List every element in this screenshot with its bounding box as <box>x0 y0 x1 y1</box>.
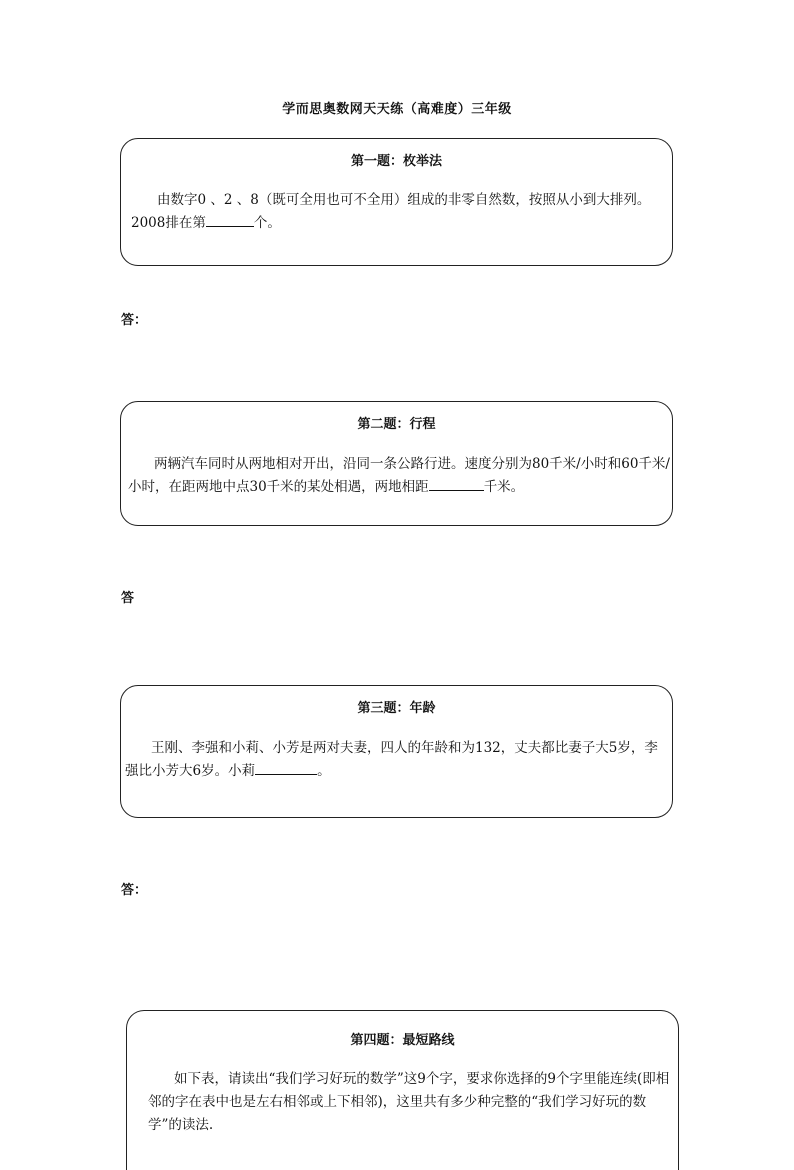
question-2-answer-blank[interactable] <box>429 476 484 491</box>
question-3-text-before: 王刚、李强和小莉、小芳是两对夫妻，四人的年龄和为132，丈夫都比妻子大5岁，李强比小芳大6岁。小莉 <box>125 740 658 779</box>
question-4-title: 第四题：最短路线 <box>350 1033 455 1048</box>
question-4-text: 如下表，请读出“我们学习好玩的数学”这9个字，要求你选择的9个字里能连续(即相邻的字在表中也是左右相邻或上下相邻)，这里共有多少种完整的“我们学习好玩的数学”的读法. <box>148 1071 670 1133</box>
question-3-title: 第三题：年龄 <box>357 701 436 716</box>
question-box-3 <box>120 685 673 818</box>
question-box-1 <box>120 138 673 266</box>
question-3-answer-blank[interactable] <box>255 760 317 775</box>
question-2-text <box>128 453 670 499</box>
question-box-2 <box>120 401 673 526</box>
question-2-text-after: 千米。 <box>483 479 525 495</box>
question-1-text-after: 个。 <box>253 215 281 231</box>
question-1-text <box>131 189 671 235</box>
question-3-text <box>125 737 671 783</box>
answer-label-3: 答： <box>121 883 148 898</box>
answer-label-1: 答： <box>121 313 148 328</box>
document-title: 学而思奥数网天天练（高难度）三年级 <box>282 102 512 117</box>
question-3-text-after: 。 <box>317 763 331 779</box>
question-2-title: 第二题：行程 <box>357 417 436 432</box>
question-2-text-before: 两辆汽车同时从两地相对开出，沿同一条公路行进。速度分别为80千米/小时和60千米/小时，在距两地中点30千米的某处相遇，两地相距 <box>128 456 670 495</box>
question-1-answer-blank[interactable] <box>206 212 254 227</box>
question-1-title: 第一题：枚举法 <box>350 154 442 169</box>
answer-label-2: 答 <box>121 591 135 606</box>
question-1-text-before: 由数字0 、2 、8（既可全用也可不全用）组成的非零自然数，按照从小到大排列。2008排在第 <box>131 192 651 231</box>
question-box-4 <box>126 1010 679 1170</box>
